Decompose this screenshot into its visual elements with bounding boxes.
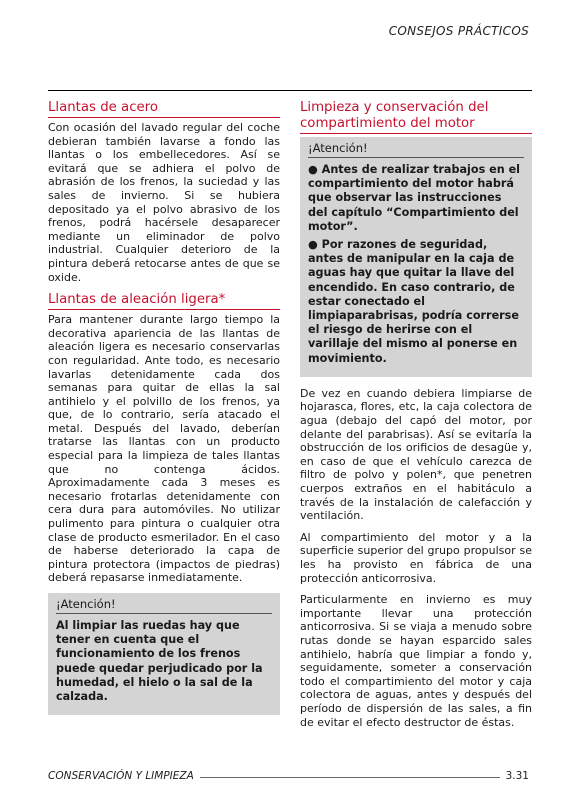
left-column bbox=[48, 100, 280, 725]
warning-title: ¡Atención! bbox=[308, 141, 524, 158]
page-number: 3.31 bbox=[505, 770, 529, 782]
engine-paragraph: Particularmente en invierno es muy importante llevar una protección anticorrosiva. Si se viaja a menudo sobre rutas donde se hayan esparcido sales antihielo, habría que limpiar a fondo y, seguidamente, someter a conservación todo el compartimiento del motor y caja colectora de aguas, antes y después del período de dispersión de las sales, a fin de evitar el efecto destructor de éstas. bbox=[300, 593, 532, 729]
footer-chapter: CONSERVACIÓN Y LIMPIEZA bbox=[48, 770, 194, 782]
header-rule bbox=[48, 90, 532, 91]
engine-paragraph: De vez en cuando debiera limpiarse de hojarasca, flores, etc, la caja colectora de agua (debajo del capó del motor, por delante del parabrisas). Así se evitaría la obstrucción de los orificios de desagüe y, en caso de que el vehículo carezca de filtro de polvo y polen*, que penetren cuerpos extraños en el habitáculo a través de la instalación de calefacción y ventilación. bbox=[300, 386, 532, 523]
warning-box-engine bbox=[300, 137, 532, 377]
footer-rule bbox=[200, 777, 500, 778]
right-column bbox=[300, 100, 532, 737]
alloy-rims-text: Para mantener durante largo tiempo la decorativa apariencia de las llantas de aleación ligera es necesario conservarlas con regularidad. Ante todo, es necesario lavarlas detenidamente cada dos semanas para quitar de ellas la sal antihielo y el polvillo de los frenos, ya que, de lo contrario, sería atacado el metal. Después del lavado, deberían tratarse las llantas con un producto especial para la limpieza de tales llantas que no contenga ácidos. Aproximadamente cada 3 meses es necesario frotarlas detenidamente con cera dura para automóviles. No utilizar pulimento para pintura o cualquier otra clase de producto esmerilador. En el caso de haberse deteriorado la capa de pintura protectora (impactos de piedras) deberá repasarse inmediatamente. bbox=[48, 313, 280, 585]
warning-text: Al limpiar las ruedas hay que tener en cuenta que el funcionamiento de los frenos puede quedar perjudicado por la humedad, el hielo o la sal de la calzada. bbox=[56, 619, 263, 704]
warning-title: ¡Atención! bbox=[56, 597, 272, 614]
engine-compartment-title: Limpieza y conservación del compartimiento del motor bbox=[300, 100, 532, 134]
running-header: CONSEJOS PRÁCTICOS bbox=[388, 24, 529, 38]
warning-bullet: ● Antes de realizar trabajos en el compartimiento del motor habrá que observar las instrucciones del capítulo “Compartimiento del motor”. bbox=[308, 163, 524, 234]
warning-box-wheels bbox=[48, 593, 280, 715]
engine-paragraph: Al compartimiento del motor y a la superficie superior del grupo propulsor se les ha provisto en fábrica de una protección anticorrosiva. bbox=[300, 530, 532, 585]
steel-rims-text: Con ocasión del lavado regular del coche debieran también lavarse a fondo las llantas o los embellecedores. Así se evitará que se adhiera el polvo de abrasión de los frenos, la suciedad y las sales de invierno. Si se hubiera depositado ya el polvo abrasivo de los frenos, podrá hacérsele desaparecer mediante un eliminador de polvo industrial. Cualquier deterioro de la pintura deberá retocarse antes de que se oxide. bbox=[48, 121, 280, 284]
steel-rims-title: Llantas de acero bbox=[48, 100, 280, 118]
warning-bullet: ● Por razones de seguridad, antes de manipular en la caja de aguas hay que quitar la llave del encendido. En caso contrario, de estar conectado el limpiaparabrisas, podría correrse el riesgo de herirse con el varillaje del mismo al ponerse en movimiento. bbox=[308, 238, 524, 366]
alloy-rims-title: Llantas de aleación ligera* bbox=[48, 292, 280, 310]
